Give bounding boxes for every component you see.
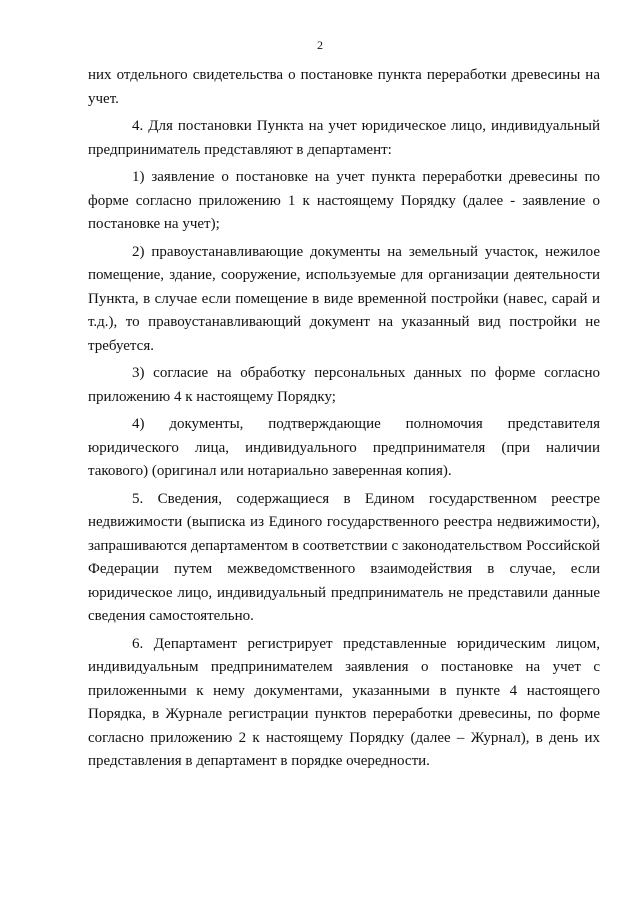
paragraph-continuation: них отдельного свидетельства о постановке пункта переработки древесины на учет. [88,67,600,107]
paragraph-subitem-3: 3) согласие на обработку персональных данных по форме согласно приложению 4 к настоящему Порядку; [88,365,600,405]
paragraph-subitem-4: 4) документы, подтверждающие полномочия представителя юридического лица, индивидуального предпринимателя (при наличии такового) (оригинал или нотариально заверенная копия). [88,416,600,479]
page-number: 2 [317,38,323,52]
paragraph-item-4: 4. Для постановки Пункта на учет юридическое лицо, индивидуальный предприниматель представляют в департамент: [88,118,600,158]
paragraph-item-5: 5. Сведения, содержащиеся в Едином государственном реестре недвижимости (выписка из Единого государственного реестра недвижимости), запрашиваются департаментом в соответствии с законодательством Российской Федерации путем межведомственного взаимодействия в случае, если юридическое лицо, индивидуальный предприниматель не представили данные сведения самостоятельно. [88,490,600,624]
paragraph-subitem-2: 2) правоустанавливающие документы на земельный участок, нежилое помещение, здание, сооружение, используемые для организации деятельности Пункта, в случае если помещение в виде временной постройки (навес, сарай и т.д.), то правоустанавливающий документ на указанный вид постройки не требуется. [88,243,600,354]
paragraph-item-6: 6. Департамент регистрирует представленные юридическим лицом, индивидуальным предпринимателем заявления о постановке на учет с приложенными к нему документами, указанными в пункте 4 настоящего Порядка, в Журнале регистрации пунктов переработки древесины, по форме согласно приложению 2 к настоящему Порядку (далее – Журнал), в день их представления в департамент в порядке очередности. [88,635,600,769]
document-body [88,64,600,774]
paragraph-subitem-1: 1) заявление о постановке на учет пункта переработки древесины по форме согласно приложению 1 к настоящему Порядку (далее - заявление о постановке на учет); [88,169,600,232]
